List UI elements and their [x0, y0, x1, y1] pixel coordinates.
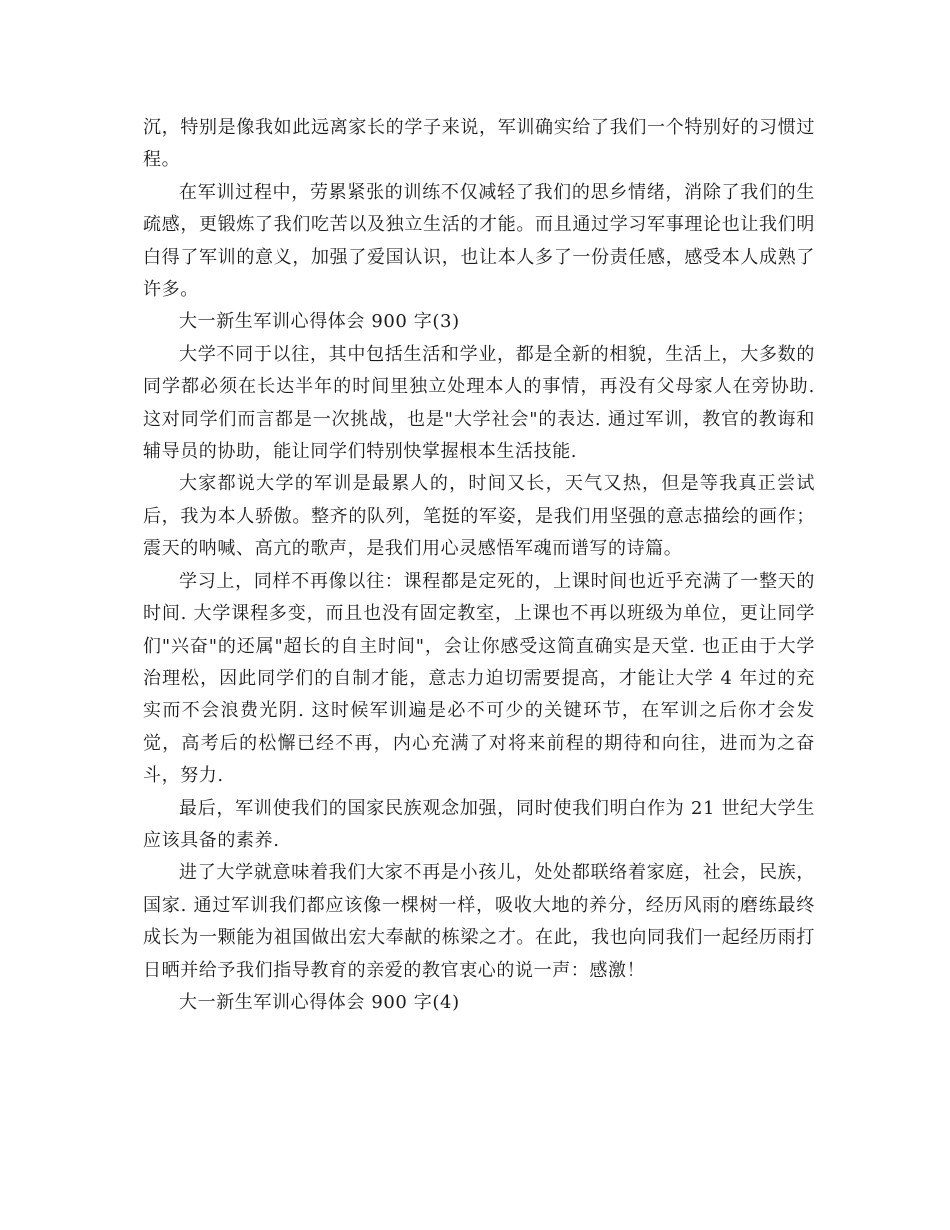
paragraph: 大学不同于以往，其中包括生活和学业，都是全新的相貌，生活上，大多数的同学都必须在长达半年的时间里独立处理本人的事情，再没有父母家人在旁协助. 这对同学们而言都是一次挑战，也是"大学社会"的表达. 通过军训，教官的教诲和辅导员的协助，能让同学们特别快掌握根本生活技能. — [143, 343, 815, 463]
paragraph: 在军训过程中，劳累紧张的训练不仅减轻了我们的思乡情绪，消除了我们的生疏感，更锻炼了我们吃苦以及独立生活的才能。而且通过学习军事理论也让我们明白得了军训的意义，加强了爱国认识，也让本人多了一份责任感，感受本人成熟了许多。 — [143, 181, 815, 301]
document-body — [143, 112, 815, 1019]
paragraph: 大家都说大学的军训是最累人的，时间又长，天气又热，但是等我真正尝试后，我为本人骄傲。整齐的队列，笔挺的军姿，是我们用坚强的意志描绘的画作；震天的呐喊、高亢的歌声，是我们用心灵感悟军魂而谱写的诗篇。 — [143, 473, 815, 560]
section-heading: 大一新生军训心得体会 900 字(3) — [179, 311, 460, 333]
paragraph: 学习上，同样不再像以往：课程都是定死的，上课时间也近乎充满了一整天的时间. 大学课程多变，而且也没有固定教室，上课也不再以班级为单位，更让同学们"兴奋"的还属"超长的自主时间"，会让你感受这简直确实是天堂. 也正由于大学治理松，因此同学们的自制才能，意志力迫切需要提高，才能让大学 4 年过的充实而不会浪费光阴. 这时候军训遍是必不可少的关键环节，在军训之后你才会发觉，高考后的松懈已经不再，内心充满了对将来前程的期待和向往，进而为之奋斗，努力. — [143, 570, 815, 787]
paragraph-continuation: 沉，特别是像我如此远离家长的学子来说，军训确实给了我们一个特别好的习惯过程。 — [143, 117, 815, 171]
paragraph: 进了大学就意味着我们大家不再是小孩儿，处处都联络着家庭，社会，民族，国家. 通过军训我们都应该像一棵树一样，吸收大地的养分，经历风雨的磨练最终成长为一颗能为祖国做出宏大奉献的栋梁之才。在此，我也向同我们一起经历雨打日晒并给予我们指导教育的亲爱的教官衷心的说一声：感激！ — [143, 862, 815, 981]
paragraph: 最后，军训使我们的国家民族观念加强，同时使我们明白作为 21 世纪大学生应该具备的素养. — [143, 797, 815, 851]
section-heading: 大一新生军训心得体会 900 字(4) — [179, 991, 460, 1013]
